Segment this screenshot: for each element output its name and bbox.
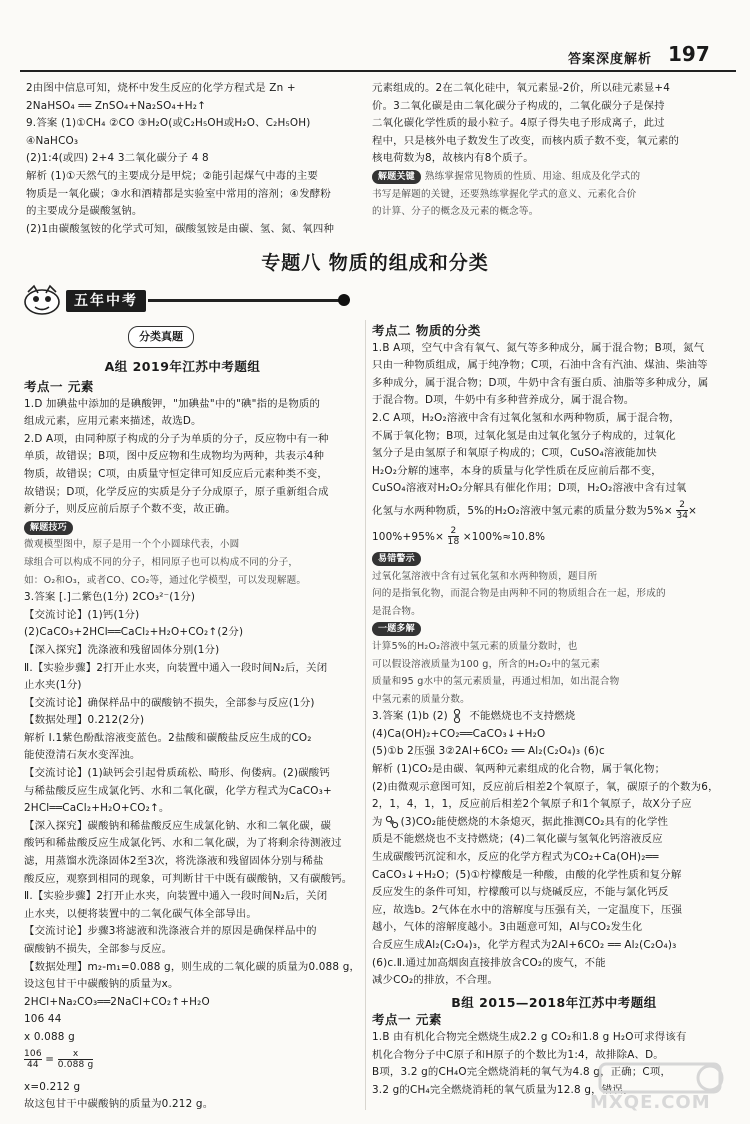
text-line: 【数据处理】m₂-m₁=0.088 g，则生成的二氧化碳的质量为0.088 g， bbox=[24, 960, 360, 973]
text-line: 机化合物分子中C原子和H原子的个数比为1:4，故排除A、D。 bbox=[372, 1048, 664, 1061]
text-line: 止水夹(1分) bbox=[24, 679, 82, 692]
section-title-classification: 考点二 物质的分类 bbox=[372, 323, 481, 338]
text-line: 的计算、分子的概念及元素的概念等。 bbox=[372, 206, 539, 218]
mass-fraction-row-2 bbox=[372, 524, 736, 550]
text-line: 核电荷数为8，故核内有8个质子。 bbox=[372, 152, 534, 165]
category-badge: 分类真题 bbox=[128, 326, 194, 348]
tip-text bbox=[24, 536, 360, 589]
chapter-title: 专题八 物质的组成和分类 bbox=[261, 252, 489, 274]
text-line: 是混合物。 bbox=[372, 605, 421, 617]
banner-label: 五年中考 bbox=[66, 290, 146, 312]
text-line: 生成碳酸钙沉淀和水，反应的化学方程式为CO₂+Ca(OH)₂══ bbox=[372, 851, 659, 864]
text-line: 球组合可以构成不同的分子，相同原子也可以构成不同的分子， bbox=[24, 556, 299, 568]
text-line: 【交流讨论】确保样品中的碳酸钠不损失，全部参与反应(1分) bbox=[24, 696, 315, 709]
frac-den: 0.088 g bbox=[57, 1059, 94, 1070]
text-line: 不属于氧化物；B项，过氧化氢是由过氧化氢分子构成的，过氧化 bbox=[372, 429, 676, 442]
text-line: 的主要成分是碳酸氢钠。 bbox=[26, 205, 143, 218]
text-line: 1.B A项，空气中含有氧气、氮气等多种成分，属于混合物；B项，氮气 bbox=[372, 341, 705, 354]
text-line: CuSO₄溶液对H₂O₂分解具有催化作用；D项，H₂O₂溶液中含有过氧 bbox=[372, 482, 687, 495]
text-line: 减少CO₂的排放，不合理。 bbox=[372, 974, 499, 987]
text-line: 2HCl══CaCl₂+H₂O+CO₂↑。 bbox=[24, 802, 170, 815]
text-line: 解析 (1)①天然气的主要成分是甲烷；②能引起煤气中毒的主要 bbox=[26, 169, 319, 182]
text-line: 酸钙和稀盐酸反应生成氯化钙、水和二氧化碳，为了将剩余待测液过 bbox=[24, 837, 342, 850]
left-answers-1-2 bbox=[24, 396, 360, 519]
frac-num: 2 bbox=[676, 500, 688, 511]
right-answer-3-explanation bbox=[372, 831, 736, 989]
text-line: 书写是解题的关键，还要熟练掌握化学式的意义、元素化合价 bbox=[372, 188, 637, 200]
text-line: 【数据处理】0.212(2分) bbox=[24, 714, 145, 727]
molecule-structure-icon bbox=[450, 709, 464, 723]
text-line: H₂O₂分解的速率，本身的质量与化学性质在反应前后都不变， bbox=[372, 464, 662, 477]
answer-3b-suffix: (3)CO₂能使燃烧的木条熄灭，据此推测CO₂具有的化学性 bbox=[400, 815, 669, 828]
text-line: 价。3二氧化碳是由二氧化碳分子构成的，二氧化碳分子是保持 bbox=[372, 99, 665, 112]
text-line: (2)1:4(或四) 2+4 3二氧化碳分子 4 8 bbox=[26, 152, 209, 165]
frac-den: 18 bbox=[447, 537, 460, 548]
text-line: 二氧化碳化学性质的最小粒子。4原子得失电子形成离子，此过 bbox=[372, 117, 665, 130]
section-title-elements: 考点一 元素 bbox=[24, 379, 94, 394]
text-line: 解析 I.1紫色酚酞溶液变蓝色。2盐酸和碳酸盐反应生成的CO₂ bbox=[24, 731, 312, 744]
text-line: 2NaHSO₄ ══ ZnSO₄+Na₂SO₄+H₂↑ bbox=[26, 99, 207, 112]
text-line: 中氢元素的质量分数。 bbox=[372, 693, 470, 705]
text-line: 于混合物。D项，牛奶中有多种营养成分，属于混合物。 bbox=[372, 394, 635, 407]
text-line: 能使澄清石灰水变浑浊。 bbox=[24, 749, 141, 762]
mass-fraction-row-1: 化氢与水两种物质，5%的H₂O₂溶液中氢元素的质量分数为5%× $\frac{2}{34}$ × bbox=[372, 500, 698, 522]
text-line: 微观模型图中，原子是用一个个小圆球代表，小圆 bbox=[24, 539, 240, 551]
text-line: 2HCl+Na₂CO₃══2NaCl+CO₂↑+H₂O bbox=[24, 995, 210, 1008]
text-line: Ⅱ.【实验步骤】2打开止水夹，向装置中通入一段时间N₂后，关闭 bbox=[24, 661, 328, 674]
top-left-column bbox=[26, 80, 358, 238]
text-line: 【深入探究】洗涤液和残留固体分别(1分) bbox=[24, 643, 220, 656]
text-line: 故这包甘干中碳酸钠的质量为0.212 g。 bbox=[24, 1098, 214, 1111]
text-line: 2.D A项，由同种原子构成的分子为单质的分子，反应物中有一种 bbox=[24, 432, 329, 445]
text-line: 止水夹，以便将装置中的二氧化碳气体全部导出。 bbox=[24, 907, 257, 920]
page-number: 197 bbox=[668, 42, 710, 66]
text-line: 应，故选b。2气体在水中的溶解度与压强有关，一定温度下，压强 bbox=[372, 903, 683, 916]
text-line: 【交流讨论】(1)缺钙会引起骨质疏松、畸形、佝偻病。(2)碳酸钙 bbox=[24, 767, 330, 780]
frac-num: 2 bbox=[448, 526, 460, 537]
text-line: 2由图中信息可知，烧杯中发生反应的化学方程式是 Zn + bbox=[26, 82, 296, 94]
frac-den: 44 bbox=[26, 1059, 39, 1070]
text-line: 滤，用蒸馏水洗涤固体2至3次，将洗涤液和残留固体分别与稀盐 bbox=[24, 855, 324, 868]
tip-multi-solution bbox=[372, 620, 736, 638]
tip-error-text bbox=[372, 568, 736, 621]
text-line: 2.C A项，H₂O₂溶液中含有过氧化氢和水两种物质，属于混合物， bbox=[372, 411, 680, 424]
text-line: 3.答案 [.]二紫色(1分) 2CO₃²⁻(1分) bbox=[24, 591, 196, 604]
text-line: 单质，故错误；B项，图中反应物和生成物均为两种，共表示4种 bbox=[24, 450, 325, 463]
text-line: 3.2 g的CH₄完全燃烧消耗的氧气质量为12.8 g，错误。 bbox=[372, 1083, 634, 1096]
left-answer-3 bbox=[24, 589, 360, 1046]
right-column bbox=[372, 322, 736, 1099]
text-line: 【深入探究】碳酸钠和稀盐酸反应生成氯化钠、水和二氧化碳，碳 bbox=[24, 819, 332, 832]
left-answer-result bbox=[24, 1079, 360, 1114]
text-line: x=0.212 g bbox=[24, 1080, 81, 1093]
text-line: 【交流讨论】(1)钙(1分) bbox=[24, 608, 140, 621]
text-line: (5)①b 2压强 3②2Al+6CO₂ ══ Al₂(C₂O₄)₃ (6)c bbox=[372, 745, 605, 758]
proportion-row bbox=[24, 1047, 360, 1079]
fraction-106-44 bbox=[24, 1049, 42, 1070]
text-line: 新分子，则反应前后原子个数不变，故正确。 bbox=[24, 503, 236, 516]
text-line: 1.B 由有机化合物完全燃烧生成2.2 g CO₂和1.8 g H₂O可求得该有 bbox=[372, 1030, 687, 1043]
tip-label: 一题多解 bbox=[372, 622, 421, 636]
group-b-title: B组 2015—2018年江苏中考题组 bbox=[451, 994, 657, 1010]
section-title-elements-b: 考点一 元素 bbox=[372, 1012, 442, 1028]
watermark-text: MXQE.COM bbox=[590, 1092, 711, 1113]
text-line: 与稀盐酸反应生成氯化钙、水和二氧化碳，化学方程式为CaCO₃+ bbox=[24, 784, 332, 797]
text-line: 物质，故错误；C项，由质量守恒定律可知反应后元素种类不变， bbox=[24, 467, 328, 480]
frac-num: x bbox=[58, 1049, 94, 1060]
answer-3-prefix: 3.答案 (1)b (2) bbox=[372, 710, 448, 723]
text-line: 计算5%的H₂O₂溶液中氢元素的质量分数时，也 bbox=[372, 640, 578, 652]
text-line: 只由一种物质组成，属于纯净物；C项，石油中含有汽油、煤油、柴油等 bbox=[372, 359, 708, 372]
banner-rule bbox=[148, 299, 344, 302]
left-column bbox=[24, 378, 360, 1114]
text-line: 酸反应，观察到相同的现象，可判断甘干中既有碳酸钠，又有碳酸钙。 bbox=[24, 872, 353, 885]
text-line: CaCO₃↓+H₂O；(5)①柠檬酸是一种酸，由酸的化学性质和复分解 bbox=[372, 868, 682, 881]
header-rule bbox=[20, 70, 736, 72]
tip-row bbox=[372, 168, 732, 186]
tip-label: 解题技巧 bbox=[24, 521, 73, 535]
fraction-2-34 bbox=[676, 500, 688, 521]
text-line: 质是不能燃烧也不支持燃烧；(4)二氧化碳与氢氧化钙溶液反应 bbox=[372, 833, 663, 846]
fraction-2-18 bbox=[448, 526, 460, 547]
right-answers-1-2 bbox=[372, 340, 736, 498]
tip-label: 易错警示 bbox=[372, 552, 421, 566]
text-line: 过氧化氢溶液中含有过氧化氢和水两种物质，题目所 bbox=[372, 570, 598, 582]
text-line: Ⅱ.【实验步骤】2打开止水夹，向装置中通入一段时间N₂后，关闭 bbox=[24, 890, 328, 903]
text-line: 碳酸钠不损失，全部参与反应。 bbox=[24, 943, 173, 955]
text-line: (4)Ca(OH)₂+CO₂══CaCO₃↓+H₂O bbox=[372, 727, 546, 740]
right-answer-3-parts bbox=[372, 726, 736, 814]
group-a-title: A组 2019年江苏中考题组 bbox=[104, 359, 261, 374]
text-line: (2)CaCO₃+2HCl══CaCl₂+H₂O+CO₂↑(2分) bbox=[24, 626, 244, 639]
answer-3b-prefix: 为 bbox=[372, 815, 383, 828]
banner-dot bbox=[338, 294, 350, 306]
tip-label: 解题关键 bbox=[372, 170, 421, 184]
mass-fraction-result: ×100%≈10.8% bbox=[462, 530, 546, 543]
equals-sign: = bbox=[45, 1053, 55, 1066]
text-line: 可以假设溶液质量为100 g，所含的H₂O₂中的氢元素 bbox=[372, 658, 600, 670]
text-line: 【交流讨论】步骤3将滤液和洗涤液合并的原因是确保样品中的 bbox=[24, 925, 317, 938]
text-line: (6)c.Ⅱ.通过加高烟囱直接排放含CO₂的废气，不能 bbox=[372, 956, 606, 969]
text-line: 元素组成的。2在二氧化硅中，氧元素显-2价，所以硅元素显+4 bbox=[372, 82, 671, 94]
frac-num: 106 bbox=[24, 1048, 42, 1059]
column-divider bbox=[365, 320, 366, 1110]
frac-den: 34 bbox=[676, 511, 689, 522]
text-line: x 0.088 g bbox=[24, 1030, 75, 1043]
tip-error-warning bbox=[372, 550, 736, 568]
answer-3b-row bbox=[372, 814, 736, 832]
text-line: 程中，只是核外电子数发生了改变，而核内质子数不变，氧元素的 bbox=[372, 134, 680, 147]
molecule-structure-icon bbox=[385, 815, 399, 829]
fraction-x-0088 bbox=[58, 1049, 94, 1070]
answer-3-suffix: 不能燃烧也不支持燃烧 bbox=[465, 710, 576, 723]
tip-line: 熟练掌握常见物质的性质、用途、组成及化学式的 bbox=[424, 170, 641, 182]
text-line: 问的是指氧化物，而混合物是由两种不同的物质组合在一起，形成的 bbox=[372, 588, 666, 600]
text-line: 多种成分，属于混合物；D项，牛奶中含有蛋白质、油脂等多种成分，属 bbox=[372, 376, 709, 389]
text-line: (2)由微观示意图可知，反应前后相差2个氧原子，氧，碳原子的个数为6， bbox=[372, 780, 719, 793]
text-line: (2)1由碳酸氢铵的化学式可知，碳酸氢铵是由碳、氢、氮、氧四种 bbox=[26, 222, 335, 235]
text-line: 物质是一氧化碳；③水和酒精都是实验室中常用的溶剂；④发酵粉 bbox=[26, 187, 331, 200]
mass-fraction-text: 化氢与水两种物质，5%的H₂O₂溶液中氢元素的质量分数为5%× bbox=[372, 504, 673, 517]
text-line: 质量和95 g水中的氢元素质量，再通过相加，如出混合物 bbox=[372, 676, 620, 688]
text-line: 反应发生的条件可知，柠檬酸可以与烧碱反应，不能与氯化钙反 bbox=[372, 886, 669, 899]
text-line: 合反应生成Al₂(C₂O₄)₃，化学方程式为2Al+6CO₂ ══ Al₂(C₂O₄)₃ bbox=[372, 939, 677, 951]
text-line: 解析 (1)CO₂是由碳、氧两种元素组成的化合物，属于氧化物； bbox=[372, 763, 666, 776]
top-right-column bbox=[372, 80, 732, 221]
text-line: 9.答案 (1)①CH₄ ②CO ③H₂O(或C₂H₅OH或H₂O、C₂H₅OH) bbox=[26, 117, 311, 130]
text-line: 组成元素，应用元素来描述，故选D。 bbox=[24, 415, 202, 428]
text-line: 设这包甘干中碳酸钠的质量为x。 bbox=[24, 978, 179, 991]
text-line: 越小，气体的溶解度越小。3由题意可知，Al与CO₂发生化 bbox=[372, 921, 643, 934]
text-line: 如：O₂和O₃，或者CO、CO₂等，通过化学模型，可以发现解题。 bbox=[24, 574, 307, 586]
text-line: 106 44 bbox=[24, 1013, 62, 1026]
text-line: 2，1，4，1，1，反应前后相差2个氧原子和1个氧原子，故X分子应 bbox=[372, 798, 692, 811]
text-line: 1.D 加碘盐中添加的是碘酸钾，"加碘盐"中的"碘"指的是物质的 bbox=[24, 397, 321, 410]
mascot-icon bbox=[20, 284, 64, 316]
text-line: B项，3.2 g的CH₄O完全燃烧消耗的氧气为4.8 g，正确；C项， bbox=[372, 1066, 672, 1079]
header-title: 答案深度解析 bbox=[568, 52, 653, 67]
text-line: 氢分子是由氢原子和氧原子构成的；C项，CuSO₄溶液能加快 bbox=[372, 447, 657, 460]
text-line: 故错误；D项，化学反应的实质是分子分成原子，原子重新组合成 bbox=[24, 485, 329, 498]
answer-3-row bbox=[372, 708, 736, 726]
tip-multi-text bbox=[372, 638, 736, 708]
mass-fraction-text-2: 100%+95%× bbox=[372, 530, 445, 543]
tip-problem-solving bbox=[24, 519, 360, 537]
text-line: ④NaHCO₃ bbox=[26, 134, 79, 147]
